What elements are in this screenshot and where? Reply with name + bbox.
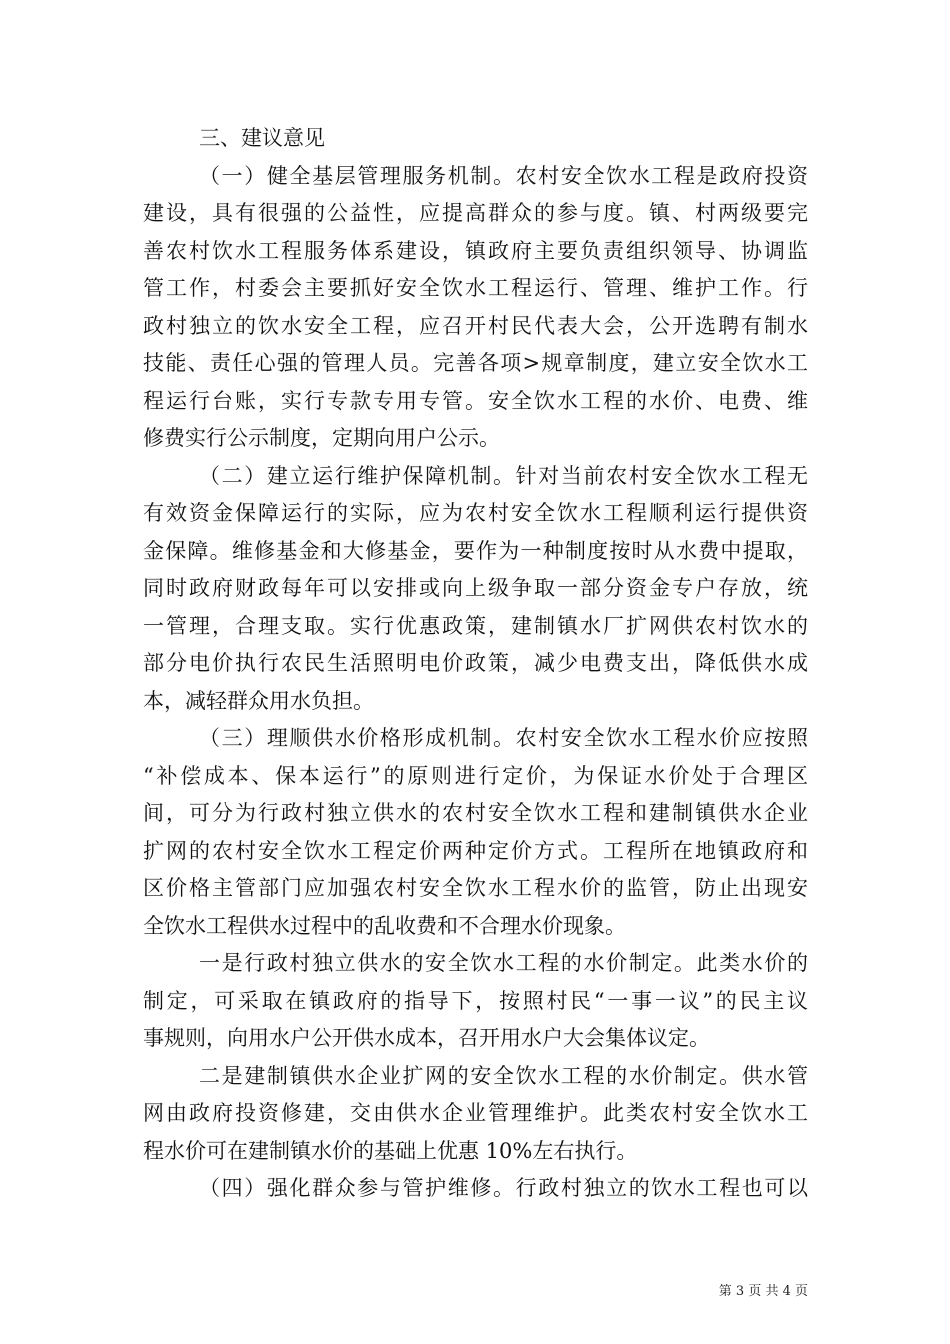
paragraph-3-line-5: 区价格主管部门应加强农村安全饮水工程水价的监管，防止出现安 <box>143 876 808 900</box>
paragraph-5-line-2: 网由政府投资修建，交由供水企业管理维护。此类农村安全饮水工 <box>143 1101 808 1125</box>
paragraph-2-line-7: 本，减轻群众用水负担。 <box>143 688 374 713</box>
paragraph-2-line-3: 金保障。维修基金和大修基金，要作为一种制度按时从水费中提取， <box>143 538 808 563</box>
paragraph-1-line-3: 善农村饮水工程服务体系建设，镇政府主要负责组织领导、协调监 <box>143 238 808 263</box>
paragraph-2-line-1: （二）建立运行维护保障机制。针对当前农村安全饮水工程无 <box>199 463 808 488</box>
paragraph-1-line-6: 技能、责任心强的管理人员。完善各项>规章制度，建立安全饮水工 <box>143 351 808 375</box>
paragraph-2-line-2: 有效资金保障运行的实际，应为农村安全饮水工程顺利运行提供资 <box>143 501 808 525</box>
paragraph-6-line-1: （四）强化群众参与管护维修。行政村独立的饮水工程也可以 <box>199 1176 808 1200</box>
paragraph-5-line-1: 二是建制镇供水企业扩网的安全饮水工程的水价制定。供水管 <box>199 1063 808 1088</box>
paragraph-1-line-7: 程运行台账，实行专款专用专管。安全饮水工程的水价、电费、维 <box>143 388 808 413</box>
paragraph-1-line-1: （一）健全基层管理服务机制。农村安全饮水工程是政府投资 <box>199 163 808 188</box>
paragraph-1-line-2: 建设，具有很强的公益性，应提高群众的参与度。镇、村两级要完 <box>143 201 808 225</box>
paragraph-3-line-4: 扩网的农村安全饮水工程定价两种定价方式。工程所在地镇政府和 <box>143 838 808 863</box>
paragraph-4-line-2: 制定，可采取在镇政府的指导下，按照村民“一事一议”的民主议 <box>143 988 808 1013</box>
paragraph-2-line-4: 同时政府财政每年可以安排或向上级争取一部分资金专户存放，统 <box>143 576 808 600</box>
paragraph-4-line-1: 一是行政村独立供水的安全饮水工程的水价制定。此类水价的 <box>199 951 808 975</box>
paragraph-3-line-2: “补偿成本、保本运行”的原则进行定价，为保证水价处于合理区 <box>143 763 808 788</box>
paragraph-3-line-3: 间，可分为行政村独立供水的农村安全饮水工程和建制镇供水企业 <box>143 801 808 825</box>
paragraph-5-line-3: 程水价可在建制镇水价的基础上优惠 10%左右执行。 <box>143 1138 638 1163</box>
paragraph-3-line-6: 全饮水工程供水过程中的乱收费和不合理水价现象。 <box>143 913 626 938</box>
paragraph-2-line-5: 一管理，合理支取。实行优惠政策，建制镇水厂扩网供农村饮水的 <box>143 613 808 638</box>
paragraph-1-line-5: 政村独立的饮水安全工程，应召开村民代表大会，公开选聘有制水 <box>143 313 808 338</box>
paragraph-1-line-4: 管工作，村委会主要抓好安全饮水工程运行、管理、维护工作。行 <box>143 276 808 300</box>
document-body <box>143 120 808 1208</box>
paragraph-4-line-3: 事规则，向用水户公开供水成本，召开用水户大会集体议定。 <box>143 1026 710 1050</box>
paragraph-1-line-8: 修费实行公示制度，定期向用户公示。 <box>143 426 500 450</box>
section-heading: 三、建议意见 <box>199 126 325 150</box>
paragraph-2-line-6: 部分电价执行农民生活照明电价政策，减少电费支出，降低供水成 <box>143 651 808 675</box>
page-number-footer: 第 3 页 共 4 页 <box>718 1284 808 1299</box>
paragraph-3-line-1: （三）理顺供水价格形成机制。农村安全饮水工程水价应按照 <box>199 726 808 750</box>
